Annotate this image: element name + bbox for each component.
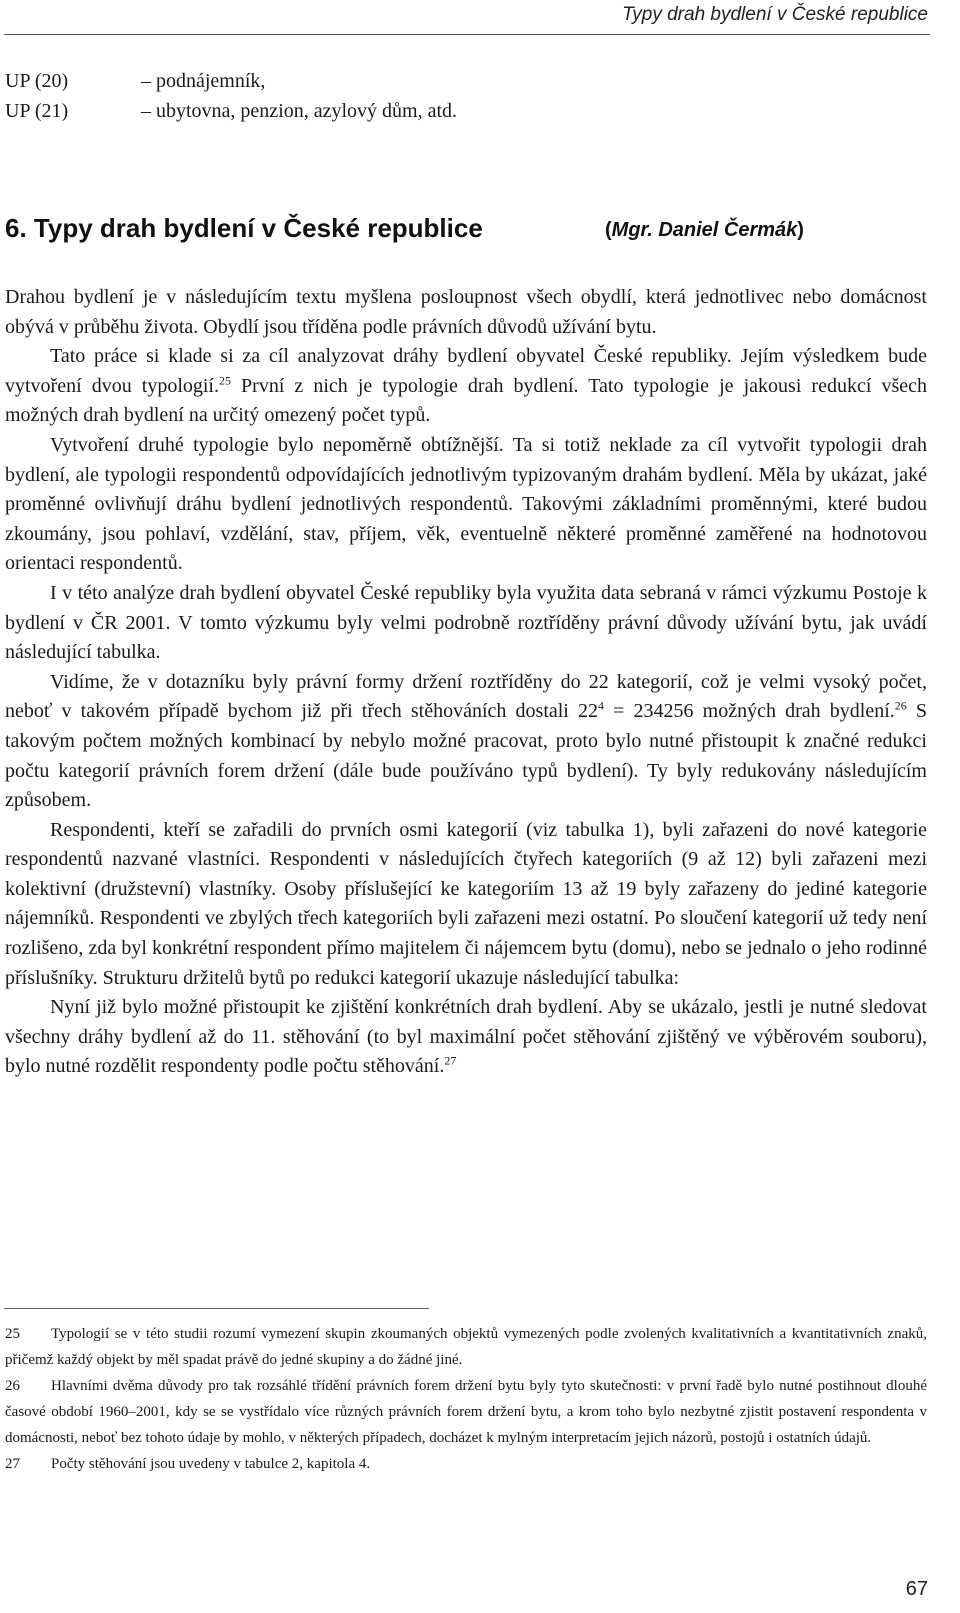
footnote-number: 26 bbox=[5, 1378, 20, 1394]
footnote-ref-26[interactable]: 26 bbox=[894, 698, 907, 713]
paragraph-5: Vidíme, že v dotazníku byly právní formy držení roztříděny do 22 kategorií, což je velmi vysoký počet, neboť v takovém případě bychom již při třech stěhováních dostali $22^4 = 234256$ možných drah bydlení.$^{26}$ S takovým počtem možných kombinací by nebylo možné pracovat, proto bylo nutné přistoupit k značné redukci počtu kategorií právních forem držení (dále bude používáno typů bydlení). Ty byly redukovány následujícím způsobem. bbox=[5, 670, 927, 812]
footnote-text: Typologií se v této studii rozumí vymezení skupin zkoumaných objektů vymezených podle zvolených kvalitativních a kvantitativních znaků, přičemž každý objekt by měl spadat právě do jedné skupiny a do žádné jiné. bbox=[5, 1326, 927, 1368]
running-header: Typy drah bydlení v České republice bbox=[622, 4, 928, 25]
footnote-26 bbox=[5, 1373, 927, 1451]
category-list bbox=[5, 66, 457, 126]
list-item-code: UP (21) bbox=[5, 100, 69, 122]
footnote-number: 25 bbox=[5, 1326, 20, 1342]
chapter-title: 6. Typy drah bydlení v České republice bbox=[5, 213, 483, 243]
paragraph-3: Vytvoření druhé typologie bylo nepoměrně obtížnější. Ta si totiž neklade za cíl vytvořit typologii drah bydlení, ale typologii respondentů odpovídajících jednotlivým typizovaným drahám bydlení. Měla by ukázat, jaké proměnné ovlivňují dráhu bydlení jednotlivých respondentů. Takovými základními proměnnými, které budou zkoumány, jsou pohlaví, vzdělání, stav, příjem, věk, eventuelně některé proměnné zaměřené na hodnotovou orientaci respondentů. bbox=[5, 433, 927, 575]
list-item-text: – podnájemník, bbox=[141, 70, 266, 92]
body-text bbox=[5, 283, 927, 1082]
footnote-ref-27[interactable]: 27 bbox=[444, 1053, 457, 1068]
paragraph-7: Nyní již bylo možné přistoupit ke zjištění konkrétních drah bydlení. Aby se ukázalo, jestli je nutné sledovat všechny dráhy bydlení až do 11. stěhování (to byl maximální počet stěhování zjištěný ve výběrovém souboru), bylo nutné rozdělit respondenty podle počtu stěhování.$^{27}$ bbox=[5, 996, 927, 1078]
author-paren-close: ) bbox=[797, 219, 804, 241]
footnote-rule bbox=[4, 1308, 429, 1309]
footnote-25 bbox=[5, 1321, 927, 1373]
footnote-ref-25[interactable]: 25 bbox=[218, 373, 231, 388]
chapter-author bbox=[605, 219, 804, 242]
list-item bbox=[5, 96, 457, 126]
author-paren-open: ( bbox=[605, 219, 612, 241]
list-item-code: UP (20) bbox=[5, 70, 69, 92]
exponent: 4 bbox=[598, 698, 604, 713]
author-name: Mgr. Daniel Čermák bbox=[611, 219, 798, 241]
paragraph-2: Tato práce si klade si za cíl analyzovat dráhy bydlení obyvatel České republiky. Jejím výsledkem bude vytvoření dvou typologií.$^{25}$ První z nich je typologie drah bydlení. Tato typologie je jakousi redukcí všech možných drah bydlení na určitý omezený počet typů. bbox=[5, 345, 927, 427]
footnote-number: 27 bbox=[5, 1456, 20, 1472]
list-item bbox=[5, 66, 457, 96]
footnote-27 bbox=[5, 1451, 927, 1477]
page-number: 67 bbox=[905, 1578, 928, 1600]
list-item-text: – ubytovna, penzion, azylový dům, atd. bbox=[141, 100, 458, 122]
paragraph-1: Drahou bydlení je v následujícím textu myšlena posloupnost všech obydlí, která jednotlivec nebo domácnost obývá v průběhu života. Obydlí jsou tříděna podle právních důvodů užívání bytu. bbox=[5, 286, 927, 338]
footnote-text: Hlavními dvěma důvody pro tak rozsáhlé třídění právních forem držení bytu byly tyto skutečnosti: v první řadě bylo nutné postihnout dlouhé časové období 1960–2001, kdy se se vystřídalo více různých právních forem držení bytu, a krom toho bylo nezbytné zjistit postavení respondenta v domácnosti, neboť bez tohoto údaje by mohlo, v některých případech, docházet k mylným interpretacím jejich názorů, postojů i ostatních údajů. bbox=[5, 1378, 927, 1446]
header-rule bbox=[4, 34, 930, 35]
paragraph-6: Respondenti, kteří se zařadili do prvních osmi kategorií (viz tabulka 1), byli zařazeni do nové kategorie respondentů nazvané vlastníci. Respondenti v následujících čtyřech kategoriích (9 až 12) byli zařazeni mezi kolektivní (družstevní) vlastníky. Osoby příslušející ke kategoriím 13 až 19 byly zařazeny do jediné kategorie nájemníků. Respondenti ve zbylých třech kategoriích byli zařazeni mezi ostatní. Po sloučení kategorií už tedy není rozlišeno, zda byl konkrétní respondent přímo majitelem či nájemcem bytu (domu), nebo se jednalo o jeho rodinné příslušníky. Strukturu držitelů bytů po redukci kategorií ukazuje následující tabulka: bbox=[5, 818, 927, 989]
footnote-text: Počty stěhování jsou uvedeny v tabulce 2, kapitola 4. bbox=[51, 1456, 371, 1472]
footnotes bbox=[5, 1321, 927, 1477]
paragraph-4: I v této analýze drah bydlení obyvatel České republiky byla využita data sebraná v rámci výzkumu Postoje k bydlení v ČR 2001. V tomto výzkumu byly velmi podrobně roztříděny právní důvody užívání bytu, jak uvádí následující tabulka. bbox=[5, 581, 927, 664]
